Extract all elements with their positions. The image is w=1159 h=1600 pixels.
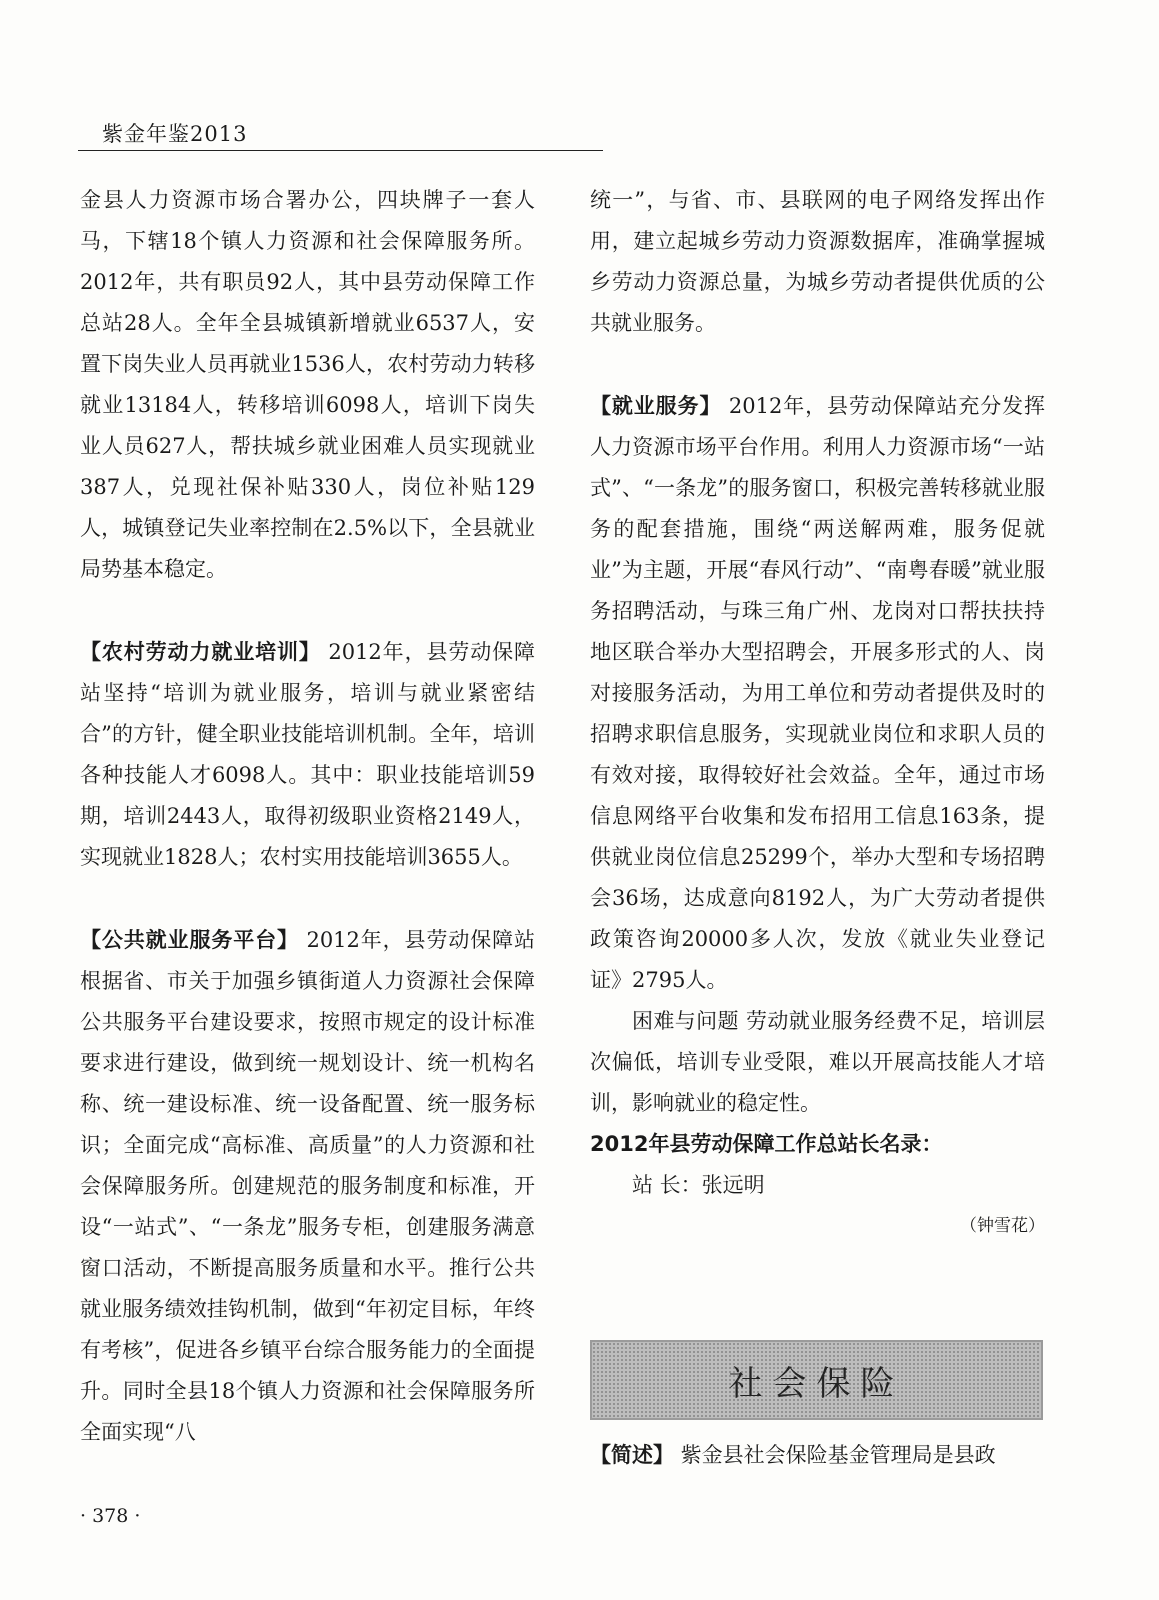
paragraph-rural-training: [80, 632, 535, 878]
heading-overview: 【简述】: [590, 1443, 674, 1467]
text-overview: 紫金县社会保险基金管理局是县政: [674, 1443, 996, 1467]
text-problems: 劳动就业服务经费不足，培训层次偏低，培训专业受限，难以开展高技能人才培训，影响就业的稳定性。: [590, 1009, 1045, 1115]
text-public-platform: 2012年，县劳动保障站根据省、市关于加强乡镇街道人力资源社会保障公共服务平台建设要求，按照市规定的设计标准要求进行建设，做到统一规划设计、统一机构名称、统一建设标准、统一设备配置、统一服务标识；全面完成“高标准、高质量”的人力资源和社会保障服务所。创建规范的服务制度和标准，开设“一站式”、“一条龙”服务专柜，创建服务满意窗口活动，不断提高服务质量和水平。推行公共就业服务绩效挂钩机制，做到“年初定目标，年终有考核”，促进各乡镇平台综合服务能力的全面提升。同时全县18个镇人力资源和社会保障服务所全面实现“八: [80, 928, 536, 1444]
heading-rural-training: 【农村劳动力就业培训】: [80, 640, 321, 664]
header-rule: [78, 150, 603, 151]
roster-title: 2012年县劳动保障工作总站长名录：: [590, 1132, 943, 1156]
left-column: [80, 180, 535, 1453]
paragraph-intro-continued: 金县人力资源市场合署办公，四块牌子一套人马，下辖18个镇人力资源和社会保障服务所。2012年，共有职员92人，其中县劳动保障工作总站28人。全年全县城镇新增就业6537人，安置下岗失业人员再就业1536人，农村劳动力转移就业13184人，转移培训6098人，培训下岗失业人员627人，帮扶城乡就业困难人员实现就业387人，兑现社保补贴330人，岗位补贴129人，城镇登记失业率控制在2.5%以下，全县就业局势基本稳定。: [80, 188, 535, 581]
heading-employment-service: 【就业服务】: [590, 394, 722, 418]
director-line: 站 长：张远明: [632, 1173, 765, 1197]
paragraph-platform-continued: 统一”，与省、市、县联网的电子网络发挥出作用，建立起城乡劳动力资源数据库，准确掌握城乡劳动力资源总量，为城乡劳动者提供优质的公共就业服务。: [590, 188, 1045, 335]
running-title: 紫金年鉴2013: [102, 122, 248, 146]
section-title: 社会保险: [728, 1363, 905, 1404]
paragraph-employment-service: [590, 386, 1045, 1001]
section-banner-social-insurance: [590, 1340, 1043, 1420]
label-problems: 困难与问题: [632, 1009, 739, 1033]
heading-public-platform: 【公共就业服务平台】: [80, 928, 299, 952]
text-employment-service: 2012年，县劳动保障站充分发挥人力资源市场平台作用。利用人力资源市场“一站式”、“一条龙”的服务窗口，积极完善转移就业服务的配套措施，围绕“两送解两难，服务促就业”为主题，开展“春风行动”、“南粤春暖”就业服务招聘活动，与珠三角广州、龙岗对口帮扶扶持地区联合举办大型招聘会，开展多形式的人、岗对接服务活动，为用工单位和劳动者提供及时的招聘求职信息服务，实现就业岗位和求职人员的有效对接，取得较好社会效益。全年，通过市场信息网络平台收集和发布招用工信息163条，提供就业岗位信息25299个，举办大型和专场招聘会36场，达成意向8192人，为广大劳动者提供政策咨询20000多人次，发放《就业失业登记证》2795人。: [590, 394, 1046, 992]
author-credit: （钟雪花）: [960, 1216, 1045, 1236]
text-rural-training: 2012年，县劳动保障站坚持“培训为就业服务，培训与就业紧密结合”的方针，健全职业技能培训机制。全年，培训各种技能人才6098人。其中：职业技能培训59期，培训2443人，取得初级职业资格2149人，实现就业1828人；农村实用技能培训3655人。: [80, 640, 536, 869]
paragraph-problems: [590, 1001, 1045, 1124]
right-column: [590, 180, 1045, 1247]
paragraph-social-insurance-intro: [590, 1435, 1045, 1475]
page-number: · 378 ·: [80, 1505, 141, 1527]
paragraph-public-platform: [80, 920, 535, 1453]
